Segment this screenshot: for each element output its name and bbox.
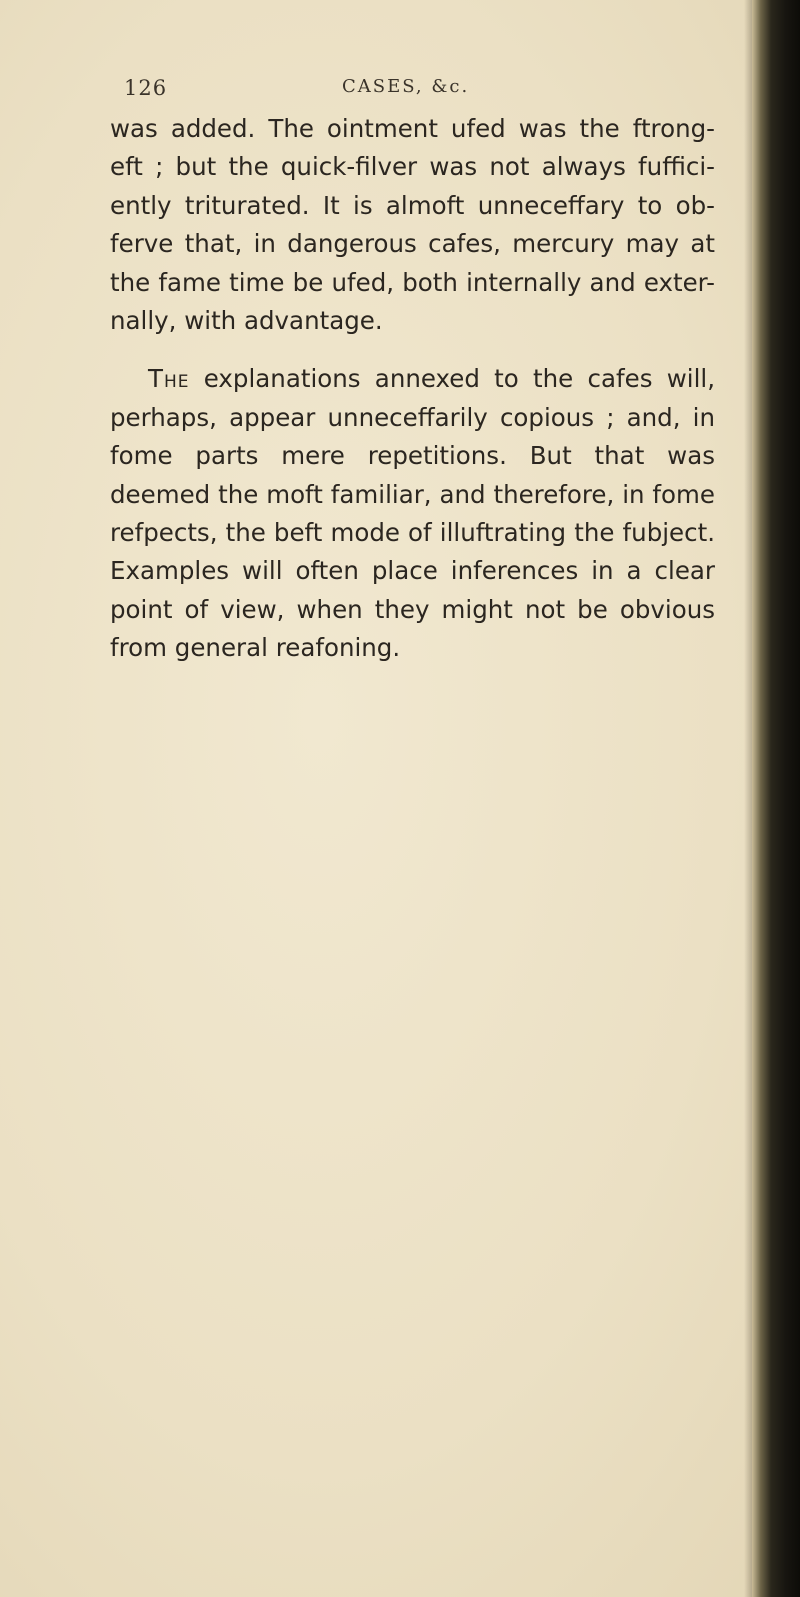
text-line: the fame time be ufed, both internally and exter- <box>110 267 715 297</box>
text-line: ferve that, in dangerous cafes, mercury may at <box>110 229 715 259</box>
body-text <box>110 110 715 667</box>
text-line: ently triturated. It is almoft unneceffary to ob- <box>110 190 715 220</box>
text-line: nally, with advantage. <box>110 305 383 335</box>
paragraph-2 <box>110 360 715 667</box>
text-line: perhaps, appear unneceffarily copious ; and, in <box>110 402 715 432</box>
text-line-rest: explanations annexed to the cafes will, <box>189 364 715 394</box>
text-line: fome parts mere repetitions. But that was <box>110 441 715 471</box>
text-line: was added. The ointment ufed was the ftrong- <box>110 114 715 143</box>
text-line: eft ; but the quick-filver was not always fuffici- <box>110 152 715 182</box>
text-line: from general reafoning. <box>110 633 401 663</box>
page-number: 126 <box>124 76 168 100</box>
text-line: point of view, when they might not be obvious <box>110 594 715 624</box>
book-spine <box>752 0 800 1597</box>
small-caps-lead: The <box>148 364 190 394</box>
text-line-first <box>110 360 715 398</box>
text-line: Examples will often place inferences in a clear <box>110 556 715 586</box>
text-line: deemed the moft familiar, and therefore, in fome <box>110 479 715 509</box>
running-head <box>110 76 750 106</box>
text-line: refpects, the beft mode of illuftrating the fubject. <box>110 517 715 547</box>
running-title: CASES, &c. <box>342 76 470 97</box>
paragraph-gap <box>110 340 715 360</box>
paragraph-1 <box>110 110 715 340</box>
